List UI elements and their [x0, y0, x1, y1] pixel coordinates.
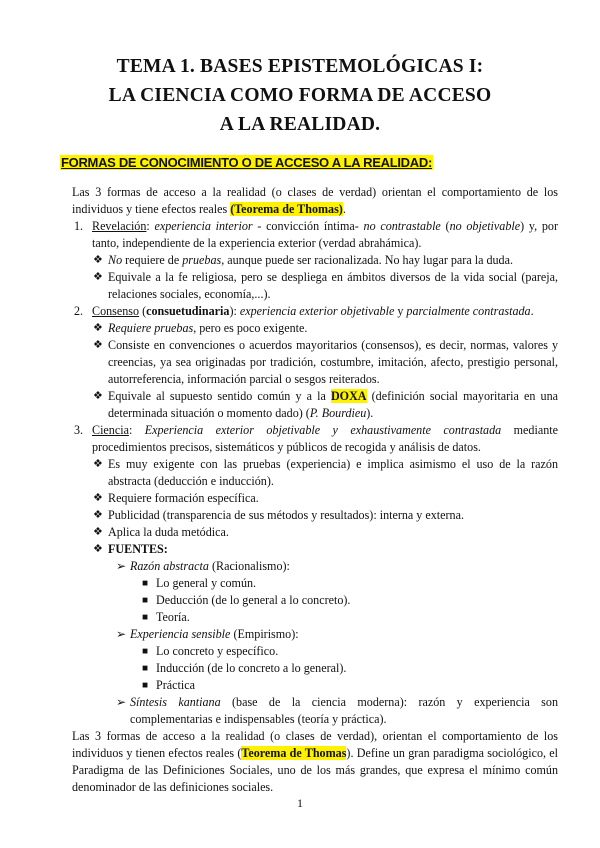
diamond-bullet-icon: ❖: [93, 390, 103, 402]
italic-text: P. Bourdieu: [309, 406, 367, 420]
italic-text: Experiencia exterior objetivable y exhaustivamente contrastada: [144, 423, 502, 437]
text-run: ).: [366, 406, 374, 420]
sub-bullet: [72, 320, 558, 337]
text-run: mediante procedimientos precisos, sistemáticos y públicos de recogida y análisis de datos.: [92, 423, 558, 454]
access-forms-list: [72, 218, 558, 728]
italic-text: No: [108, 253, 123, 267]
item-separator: :: [128, 423, 145, 437]
source-label: Experiencia sensible: [130, 627, 231, 641]
sub-bullet: [72, 388, 558, 422]
source-subitem: [72, 660, 558, 677]
square-bullet-icon: ■: [142, 595, 149, 606]
subitem-text: Teoría.: [156, 610, 190, 624]
text-run: .: [530, 304, 534, 318]
arrow-bullet-icon: ➢: [116, 627, 127, 641]
text-run: Requiere formación específica.: [108, 491, 259, 505]
source-subitem: [72, 592, 558, 609]
diamond-bullet-icon: ❖: [93, 526, 103, 538]
item-label: Ciencia: [92, 423, 129, 437]
italic-text: no contrastable: [363, 219, 441, 233]
square-bullet-icon: ■: [142, 680, 149, 691]
text-run: Equivale a la fe religiosa, pero se despliega en ámbitos diversos de la vida social (pareja, relaciones sociales, economía,...).: [108, 270, 558, 301]
bold-text: FUENTES:: [108, 542, 168, 556]
text-run: y: [394, 304, 407, 318]
square-bullet-icon: ■: [142, 578, 149, 589]
italic-text: no objetivable: [449, 219, 521, 233]
text-run: , aunque puede ser racionalizada. No hay lugar para la duda.: [221, 253, 514, 267]
source-subitem: [72, 609, 558, 626]
diamond-bullet-icon: ❖: [93, 254, 103, 266]
intro-end: .: [342, 202, 346, 216]
sub-bullet: [72, 541, 558, 558]
text-run: ):: [229, 304, 240, 318]
closing-text-2: ). Define un gran paradigma sociológico, el Paradigma de las Definiciones Sociales, uno de los más grandes, que expresa el mínimo común denominador de las definiciones sociales.: [72, 746, 558, 794]
subitem-text: Lo general y común.: [156, 576, 257, 590]
item-label: Revelación: [92, 219, 147, 233]
section-heading: FORMAS DE CONOCIMIENTO O DE ACCESO A LA REALIDAD:: [61, 155, 432, 170]
closing-highlight: Teorema de Thomas: [241, 746, 347, 760]
sub-bullet: [72, 456, 558, 490]
source-subitem: [72, 643, 558, 660]
source-label: Síntesis kantiana: [130, 695, 221, 709]
title-line-2: LA CIENCIA COMO FORMA DE ACCESO: [108, 85, 492, 106]
square-bullet-icon: ■: [142, 612, 149, 623]
intro-paragraph: [72, 184, 558, 218]
source-label: Razón abstracta: [130, 559, 209, 573]
square-bullet-icon: ■: [142, 663, 149, 674]
list-item-1: [72, 218, 558, 252]
sub-bullet: [72, 269, 558, 303]
source-item: [72, 694, 558, 728]
subitem-text: Deducción (de lo general a lo concreto).: [156, 593, 351, 607]
text-run: (: [440, 219, 450, 233]
source-desc: (base de la ciencia moderna): razón y experiencia son complementarias e indispensables (teoría y práctica).: [130, 695, 558, 726]
arrow-bullet-icon: ➢: [116, 559, 127, 573]
source-item: [72, 558, 558, 575]
text-run: ) y, por tanto, independiente de la experiencia exterior (verdad abrahámica).: [92, 219, 559, 250]
italic-text: parcialmente contrastada: [406, 304, 531, 318]
text-run: Consiste en convenciones o acuerdos mayoritarios (consensos), es decir, normas, valores y creencias, ya sea originadas por tradición, costumbre, imitación, afecto, prestigio personal, autorreferencia, información parcial o sesgos reiterados.: [108, 338, 558, 386]
highlight-text: DOXA: [330, 389, 367, 403]
text-run: Publicidad (transparencia de sus métodos y resultados): interna y externa.: [108, 508, 464, 522]
source-desc: (Empirismo):: [230, 627, 299, 641]
source-item: [72, 626, 558, 643]
text-run: Equivale al supuesto sentido común y a la: [108, 389, 331, 403]
text-run: requiere de: [122, 253, 183, 267]
intro-text: Las 3 formas de acceso a la realidad (o clases de verdad) orientan el comportamiento de los individuos y tiene efectos reales: [72, 185, 558, 216]
diamond-bullet-icon: ❖: [93, 339, 103, 351]
list-item-2: [72, 303, 558, 320]
closing-paragraph: [72, 728, 558, 796]
page-number: 1: [297, 796, 303, 810]
document-title: [60, 52, 540, 139]
sub-bullet: [72, 507, 558, 524]
sub-bullet: [72, 490, 558, 507]
italic-text: experiencia exterior objetivable: [239, 304, 395, 318]
title-line-3: A LA REALIDAD.: [219, 114, 381, 135]
diamond-bullet-icon: ❖: [93, 492, 103, 504]
text-run: - convicción íntima-: [252, 219, 364, 233]
diamond-bullet-icon: ❖: [93, 271, 103, 283]
text-run: Es muy exigente con las pruebas (experiencia) e implica asimismo el uso de la razón abstracta (deducción e inducción).: [108, 457, 558, 488]
source-subitem: [72, 677, 558, 694]
sub-bullet: [72, 252, 558, 269]
item-number: 3.: [74, 423, 84, 437]
intro-highlight: (Teorema de Thomas): [230, 202, 343, 216]
italic-text: experiencia interior: [154, 219, 253, 233]
square-bullet-icon: ■: [142, 646, 149, 657]
text-run: (definición social mayoritaria en una determinada situación o momento dado) (: [108, 389, 558, 420]
text-run: (: [142, 304, 147, 318]
diamond-bullet-icon: ❖: [93, 458, 103, 470]
text-run: Aplica la duda metódica.: [108, 525, 229, 539]
closing-text-1: Las 3 formas de acceso a la realidad (o clases de verdad), orientan el comportamiento de los individuos y tienen efectos reales (: [72, 729, 558, 760]
diamond-bullet-icon: ❖: [93, 543, 103, 555]
text-run: , pero es poco exigente.: [193, 321, 308, 335]
subitem-text: Inducción (de lo concreto a lo general).: [156, 661, 347, 675]
item-label: Consenso: [92, 304, 140, 318]
diamond-bullet-icon: ❖: [93, 509, 103, 521]
sub-bullet: [72, 524, 558, 541]
item-number: 2.: [74, 304, 84, 318]
document-body: [72, 184, 558, 796]
item-separator: :: [146, 219, 155, 233]
italic-text: Requiere pruebas: [108, 321, 194, 335]
arrow-bullet-icon: ➢: [116, 695, 127, 709]
diamond-bullet-icon: ❖: [93, 322, 103, 334]
italic-text: pruebas: [182, 253, 222, 267]
item-number: 1.: [74, 219, 84, 233]
bold-text: consuetudinaria: [146, 304, 230, 318]
sub-bullet: [72, 337, 558, 388]
subitem-text: Práctica: [156, 678, 195, 692]
source-subitem: [72, 575, 558, 592]
source-desc: (Racionalismo):: [208, 559, 290, 573]
subitem-text: Lo concreto y específico.: [156, 644, 279, 658]
title-line-1: TEMA 1. BASES EPISTEMOLÓGICAS I:: [116, 56, 484, 77]
list-item-3: [72, 422, 558, 456]
